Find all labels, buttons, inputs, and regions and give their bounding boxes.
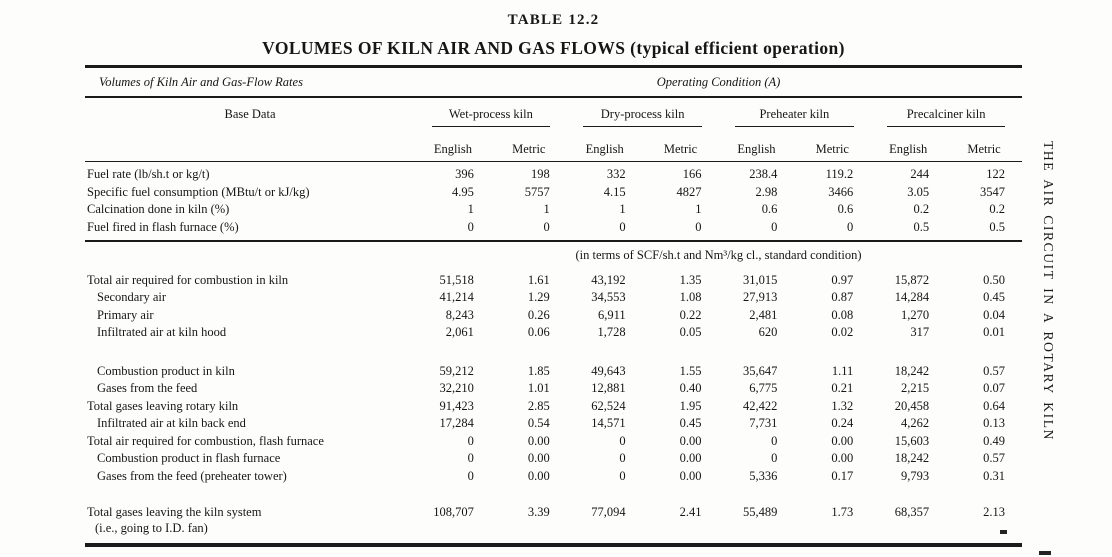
cell-value: 1: [619, 202, 626, 216]
gases-section: [85, 359, 1022, 490]
cell-value: 1,728: [597, 325, 626, 339]
scan-artifact: [1000, 530, 1007, 534]
row-label: Secondary air: [97, 290, 167, 304]
total-cell-value: 108,707: [433, 505, 474, 519]
row-label: Infiltrated air at kiln back end: [97, 416, 246, 430]
cell-value: 5757: [524, 184, 550, 199]
total-cell-value: 55,489: [743, 505, 778, 519]
cell-value: 620: [758, 325, 778, 339]
cell-value: 166: [682, 167, 702, 181]
row-label: Calcination done in kiln (%): [87, 202, 230, 216]
cell-value: 1: [543, 202, 550, 216]
cell-value: 0.22: [679, 307, 702, 322]
table-row: [85, 363, 1022, 381]
table-row: [85, 398, 1022, 416]
cell-value: 0.00: [679, 433, 702, 448]
cell-value: 0.17: [831, 468, 854, 483]
total-label-line1: Total gases leaving the kiln system: [87, 505, 262, 519]
cell-value: 1,270: [901, 307, 930, 322]
cell-value: 1.35: [679, 272, 702, 287]
cell-value: 15,603: [894, 433, 930, 448]
cell-value: 0: [695, 219, 702, 234]
cell-value: 0.06: [527, 325, 550, 339]
cell-value: 1: [695, 202, 702, 216]
cell-value: 1.32: [831, 398, 854, 413]
unit-label: English: [585, 141, 624, 156]
cell-value: 0.04: [983, 307, 1005, 322]
table-row: [85, 272, 1022, 290]
cell-value: 0.64: [983, 398, 1005, 413]
row-label: Specific fuel consumption (MBtu/t or kJ/kg): [87, 184, 310, 199]
row-label: Fuel rate (lb/sh.t or kg/t): [87, 167, 210, 181]
cell-value: 6,775: [749, 381, 778, 395]
unit-label: Metric: [512, 141, 546, 156]
kiln-group-header: [870, 107, 1022, 134]
cell-value: 1: [467, 202, 474, 216]
cell-value: 34,553: [591, 290, 626, 304]
cell-value: 4,262: [901, 416, 930, 430]
cell-value: 8,243: [445, 307, 474, 322]
cell-value: 0.31: [983, 468, 1005, 483]
table-row: [85, 380, 1022, 398]
table-number-title: TABLE 12.2: [507, 12, 600, 28]
cell-value: 3.05: [907, 184, 930, 199]
total-cell-value: 77,094: [591, 505, 626, 519]
table-row: [85, 219, 1022, 237]
total-label-line2: (i.e., going to I.D. fan): [95, 521, 208, 535]
cell-value: 0.00: [527, 433, 550, 448]
unit-label: English: [889, 141, 928, 156]
cell-value: 0.02: [831, 325, 854, 339]
base-data-header: Base Data: [224, 106, 276, 121]
cell-value: 35,647: [743, 363, 778, 378]
cell-value: 62,524: [591, 398, 626, 413]
cell-value: 1.55: [679, 363, 702, 378]
cell-value: 5,336: [749, 468, 778, 483]
cell-value: 0.00: [679, 451, 702, 465]
kiln-group-header: [415, 107, 567, 134]
cell-value: 49,643: [591, 363, 626, 378]
kiln-group-label: Precalciner kiln: [887, 107, 1005, 127]
table-row: [85, 289, 1022, 307]
row-label: Total air required for combustion, flash furnace: [87, 433, 324, 448]
cell-value: 0.2: [913, 202, 930, 216]
cell-value: 27,913: [743, 290, 778, 304]
table-row: [85, 468, 1022, 486]
cell-value: 6,911: [597, 307, 626, 322]
cell-value: 43,192: [591, 272, 626, 287]
row-label: Combustion product in flash furnace: [97, 451, 281, 465]
table-sheet: [85, 0, 1022, 547]
cell-value: 0.54: [527, 416, 550, 430]
unit-label: Metric: [663, 141, 698, 156]
base-data-section: [85, 162, 1022, 240]
cell-value: 15,872: [894, 272, 930, 287]
total-cell-value: 68,357: [894, 505, 930, 519]
row-label: Fuel fired in flash furnace (%): [87, 219, 239, 234]
cell-value: 0.45: [983, 290, 1005, 304]
kiln-group-label: Dry-process kiln: [583, 107, 701, 127]
total-row: [85, 504, 1022, 536]
table-row: [85, 324, 1022, 342]
total-row-label: [85, 504, 415, 536]
cell-value: 4.15: [603, 184, 626, 199]
row-label: Combustion product in kiln: [97, 363, 235, 378]
cell-value: 2,215: [901, 381, 930, 395]
cell-value: 119.2: [825, 167, 854, 181]
cell-value: 1.61: [527, 272, 550, 287]
cell-value: 91,423: [439, 398, 474, 413]
kiln-group-header: [567, 107, 719, 134]
row-label: Total gases leaving rotary kiln: [87, 398, 239, 413]
kiln-group-header: [719, 107, 871, 134]
unit-label: Metric: [967, 141, 1001, 156]
row-label: Gases from the feed (preheater tower): [97, 468, 287, 483]
cell-value: 0.08: [831, 307, 854, 322]
kiln-group-label: Wet-process kiln: [432, 107, 550, 127]
cell-value: 14,284: [894, 290, 930, 304]
cell-value: 0.50: [983, 272, 1005, 287]
cell-value: 1.29: [527, 290, 550, 304]
table-row: [85, 307, 1022, 325]
group-header-row: [85, 98, 1022, 134]
combustion-air-section: [85, 267, 1022, 346]
units-note: (in terms of SCF/sh.t and Nm³/kg cl., standard condition): [575, 247, 862, 262]
cell-value: 2.98: [755, 184, 778, 199]
total-cell-value: 1.73: [831, 505, 854, 519]
cell-value: 0: [467, 433, 474, 448]
cell-value: 0: [847, 219, 854, 234]
cell-value: 2,061: [445, 325, 474, 339]
cell-value: 0.5: [989, 219, 1005, 234]
unit-label: English: [433, 141, 473, 156]
cell-value: 1.11: [831, 363, 854, 378]
cell-value: 51,518: [439, 272, 474, 287]
cell-value: 0.97: [831, 272, 854, 287]
table-row: [85, 184, 1022, 202]
cell-value: 2,481: [749, 307, 778, 322]
cell-value: 0.26: [527, 307, 550, 322]
row-label: Gases from the feed: [97, 381, 198, 395]
cell-value: 1.85: [527, 363, 550, 378]
cell-value: 0.45: [679, 416, 702, 430]
cell-value: 2.85: [527, 398, 550, 413]
table-row: [85, 201, 1022, 219]
cell-value: 396: [455, 167, 474, 181]
chapter-sidebar-title: THE AIR CIRCUIT IN A ROTARY KILN: [1041, 141, 1056, 441]
cell-value: 0.00: [831, 451, 854, 465]
cell-value: 0.21: [831, 381, 854, 395]
table-row: [85, 450, 1022, 468]
cell-value: 4.95: [452, 184, 474, 199]
cell-value: 0: [771, 433, 778, 448]
cell-value: 238.4: [749, 167, 778, 181]
cell-value: 0.87: [831, 290, 854, 304]
cell-value: 18,242: [894, 363, 930, 378]
cell-value: 42,422: [743, 398, 778, 413]
cell-value: 0.57: [983, 363, 1005, 378]
left-caption: Volumes of Kiln Air and Gas-Flow Rates: [99, 74, 303, 89]
cell-value: 317: [910, 325, 930, 339]
cell-value: 0.00: [679, 468, 702, 483]
scan-artifact: [1039, 551, 1051, 555]
cell-value: 0.2: [989, 202, 1005, 216]
cell-value: 244: [910, 167, 930, 181]
cell-value: 0.01: [983, 325, 1005, 339]
cell-value: 1.01: [527, 381, 550, 395]
cell-value: 0.00: [527, 451, 550, 465]
cell-value: 0.24: [831, 416, 854, 430]
cell-value: 1.95: [679, 398, 702, 413]
cell-value: 18,242: [894, 451, 930, 465]
cell-value: 3547: [980, 184, 1005, 199]
cell-value: 0: [467, 468, 474, 483]
kiln-group-label: Preheater kiln: [735, 107, 853, 127]
cell-value: 17,284: [439, 416, 474, 430]
cell-value: 41,214: [439, 290, 474, 304]
cell-value: 0: [619, 219, 626, 234]
cell-value: 332: [606, 167, 626, 181]
bottom-rule: [85, 543, 1022, 547]
cell-value: 7,731: [749, 416, 778, 430]
cell-value: 4827: [676, 184, 702, 199]
cell-value: 0.07: [983, 381, 1005, 395]
cell-value: 0: [543, 219, 550, 234]
cell-value: 0.00: [831, 433, 854, 448]
row-label: Infiltrated air at kiln hood: [97, 325, 227, 339]
cell-value: 122: [986, 167, 1005, 181]
table-row: [85, 415, 1022, 433]
unit-label: Metric: [815, 141, 849, 156]
total-cell-value: 2.13: [983, 505, 1005, 519]
cell-value: 0: [467, 219, 474, 234]
total-cell-value: 3.39: [527, 505, 550, 519]
cell-value: 0: [619, 468, 626, 483]
total-cell-value: 2.41: [679, 505, 702, 519]
cell-value: 0: [467, 451, 474, 465]
cell-value: 1.08: [679, 290, 702, 304]
cell-value: 0.57: [983, 451, 1005, 465]
cell-value: 59,212: [439, 363, 474, 378]
table-row: [85, 433, 1022, 451]
cell-value: 31,015: [743, 272, 778, 287]
cell-value: 0.6: [837, 202, 854, 216]
cell-value: 32,210: [439, 381, 474, 395]
table-row: [85, 166, 1022, 184]
cell-value: 0: [771, 219, 778, 234]
cell-value: 12,881: [591, 381, 626, 395]
table-title: VOLUMES OF KILN AIR AND GAS FLOWS (typical efficient operation): [262, 38, 845, 58]
cell-value: 198: [531, 167, 550, 181]
cell-value: 0.40: [679, 381, 702, 395]
unit-header-row: [85, 134, 1022, 161]
cell-value: 0: [771, 451, 778, 465]
cell-value: 0.13: [983, 416, 1005, 430]
cell-value: 0: [619, 433, 626, 448]
cell-value: 3466: [828, 184, 854, 199]
cell-value: 9,793: [901, 468, 930, 483]
row-label: Total air required for combustion in kiln: [87, 272, 289, 287]
cell-value: 20,458: [894, 398, 930, 413]
cell-value: 0.6: [761, 202, 778, 216]
cell-value: 0.05: [679, 325, 702, 339]
row-label: Primary air: [97, 307, 154, 322]
unit-label: English: [737, 141, 776, 156]
caption-row: [85, 68, 1022, 96]
cell-value: 0.5: [913, 219, 930, 234]
cell-value: 0.00: [527, 468, 550, 483]
operating-condition-caption: Operating Condition (A): [656, 74, 781, 89]
cell-value: 0: [619, 451, 626, 465]
cell-value: 0.49: [983, 433, 1005, 448]
cell-value: 14,571: [591, 416, 626, 430]
